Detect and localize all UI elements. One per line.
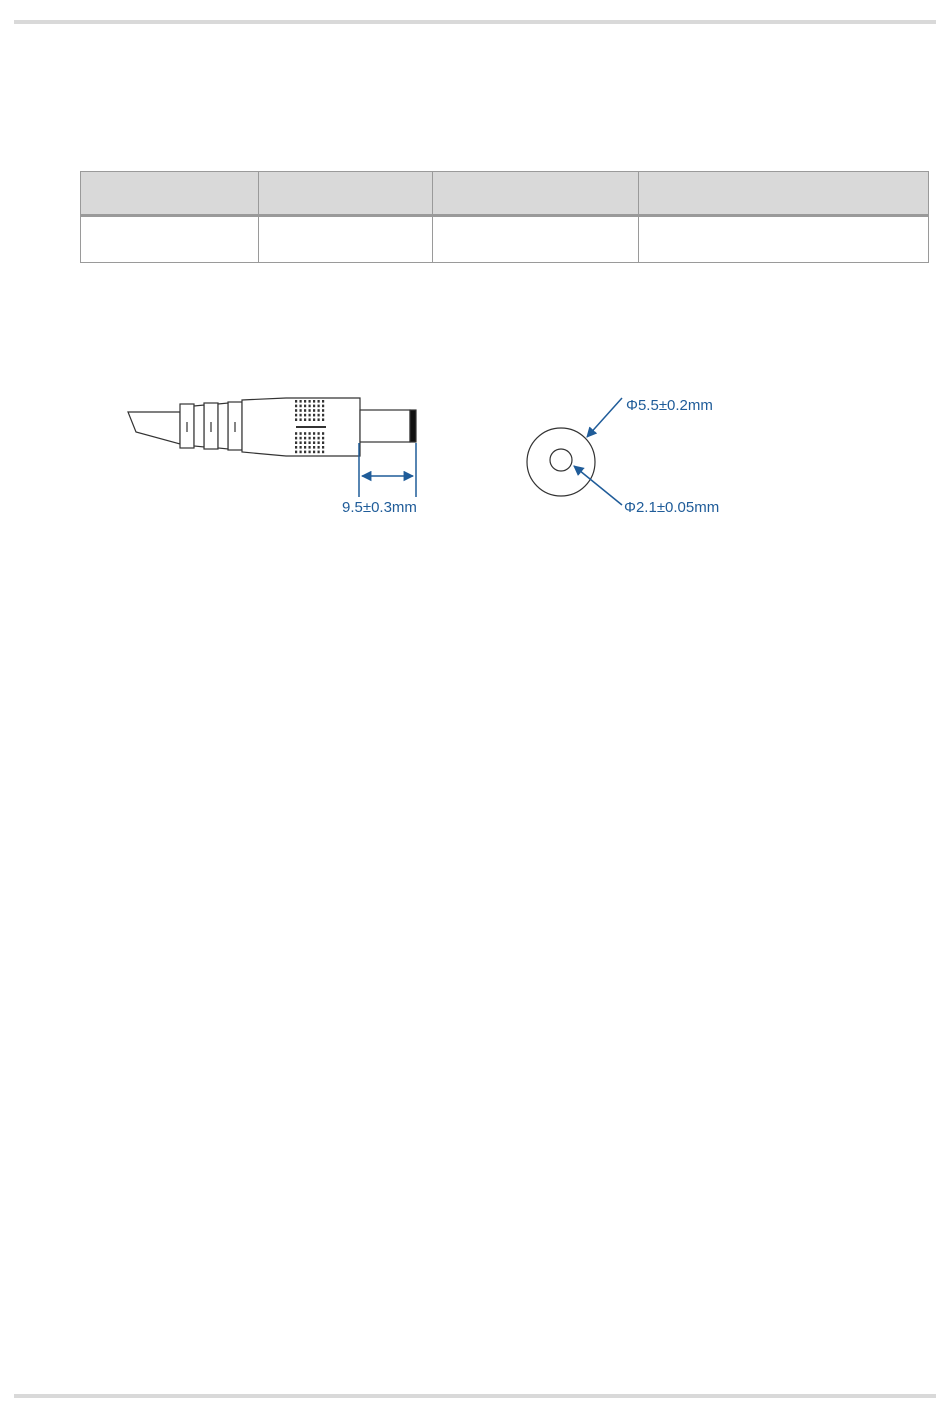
grip-dot bbox=[309, 414, 311, 417]
tip-barrel bbox=[360, 410, 410, 442]
grip-dot bbox=[309, 451, 311, 454]
dc-plug-diagram bbox=[0, 0, 950, 600]
grip-dot bbox=[318, 432, 320, 435]
grip-dot bbox=[322, 441, 324, 444]
grip-dot bbox=[313, 400, 315, 403]
grip-dot bbox=[309, 432, 311, 435]
tip-end bbox=[410, 410, 416, 442]
grip-dot bbox=[304, 446, 306, 449]
grip-dot bbox=[295, 414, 297, 417]
grip-dot bbox=[318, 405, 320, 408]
grip-dot bbox=[313, 405, 315, 408]
grip-dot bbox=[304, 400, 306, 403]
grip-dot bbox=[304, 414, 306, 417]
grip-dot bbox=[300, 418, 302, 421]
grip-dot bbox=[300, 400, 302, 403]
grip-dot bbox=[295, 418, 297, 421]
grip-dot bbox=[313, 446, 315, 449]
grip-dot bbox=[318, 441, 320, 444]
grip-dot bbox=[309, 400, 311, 403]
cable-shape bbox=[128, 412, 180, 444]
grip-dot bbox=[304, 441, 306, 444]
grip-dot bbox=[318, 437, 320, 440]
tip-length-label: 9.5±0.3mm bbox=[342, 499, 417, 516]
grip-dot bbox=[300, 414, 302, 417]
grip-dot bbox=[322, 446, 324, 449]
grip-dot bbox=[322, 409, 324, 412]
grip-dot bbox=[309, 405, 311, 408]
grip-dot bbox=[304, 432, 306, 435]
grip-dot bbox=[318, 414, 320, 417]
grip-dot bbox=[304, 405, 306, 408]
grip-dot bbox=[313, 432, 315, 435]
grip-dot bbox=[318, 409, 320, 412]
grip-dot bbox=[295, 409, 297, 412]
grip-dot bbox=[304, 418, 306, 421]
grip-dot bbox=[304, 451, 306, 454]
plug-front-view bbox=[527, 428, 595, 496]
footer-rule bbox=[14, 1394, 936, 1398]
grip-dot bbox=[313, 414, 315, 417]
grip-dot bbox=[318, 451, 320, 454]
grip-dot bbox=[295, 405, 297, 408]
grip-dot bbox=[322, 437, 324, 440]
grip-dot bbox=[295, 451, 297, 454]
grip-dot bbox=[300, 405, 302, 408]
grip-dot bbox=[309, 446, 311, 449]
grip-dot bbox=[322, 400, 324, 403]
inner-diameter-label: Φ2.1±0.05mm bbox=[624, 499, 720, 516]
grip-dot bbox=[300, 437, 302, 440]
grip-dot bbox=[300, 441, 302, 444]
grip-dot bbox=[300, 409, 302, 412]
grip-dot bbox=[309, 437, 311, 440]
grip-dot bbox=[313, 418, 315, 421]
grip-dot bbox=[295, 400, 297, 403]
grip-dot bbox=[300, 446, 302, 449]
grip-dot bbox=[309, 418, 311, 421]
plug-side-view bbox=[128, 398, 416, 456]
grip-dot bbox=[313, 451, 315, 454]
grip-dot bbox=[295, 432, 297, 435]
grip-dot bbox=[304, 437, 306, 440]
boot-body bbox=[194, 405, 204, 447]
grip-dot bbox=[300, 432, 302, 435]
grip-dot bbox=[309, 441, 311, 444]
outer-diameter-label: Φ5.5±0.2mm bbox=[626, 397, 713, 414]
grip-dot bbox=[295, 446, 297, 449]
grip-dot bbox=[295, 437, 297, 440]
grip-dot bbox=[313, 441, 315, 444]
grip-dot bbox=[322, 418, 324, 421]
grip-dot bbox=[322, 432, 324, 435]
tip-length-dimension bbox=[359, 443, 416, 497]
grip-dot bbox=[318, 446, 320, 449]
grip-dot bbox=[322, 451, 324, 454]
grip-dot bbox=[322, 414, 324, 417]
grip-dot bbox=[309, 409, 311, 412]
grip-dot bbox=[318, 418, 320, 421]
grip-dot bbox=[322, 405, 324, 408]
grip-dot bbox=[313, 437, 315, 440]
grip-dot bbox=[318, 400, 320, 403]
grip-dot bbox=[304, 409, 306, 412]
grip-dot bbox=[300, 451, 302, 454]
grip-dot bbox=[295, 441, 297, 444]
boot-body bbox=[218, 403, 228, 449]
grip-dot bbox=[313, 409, 315, 412]
